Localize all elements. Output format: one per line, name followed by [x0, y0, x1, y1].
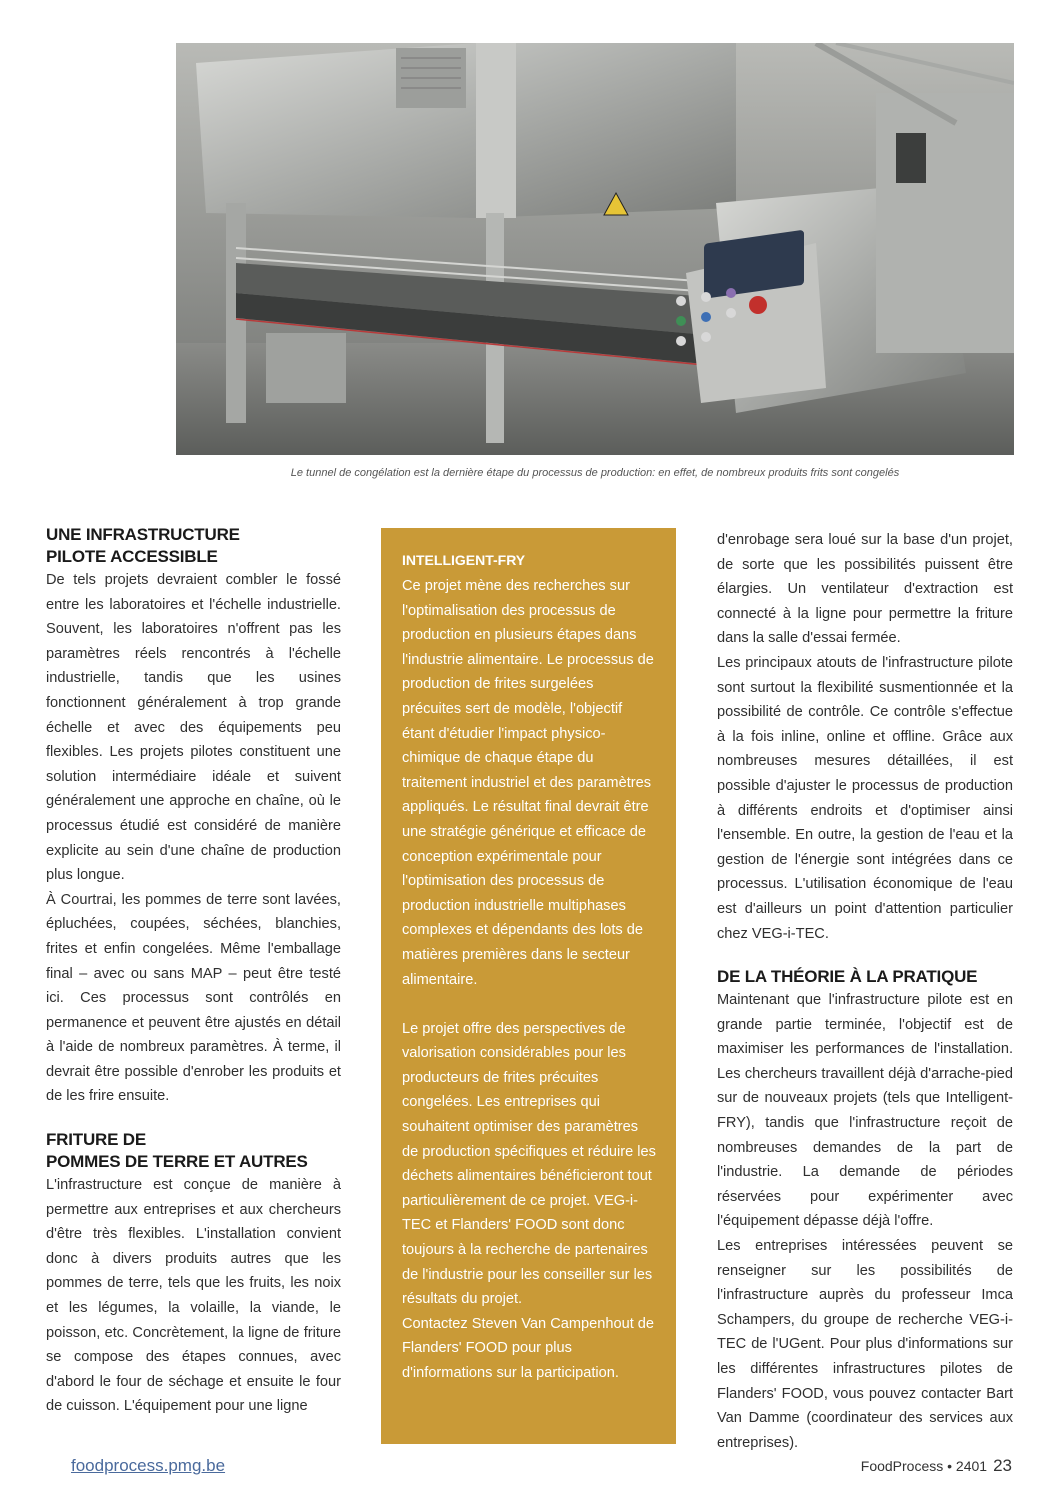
section-heading-friture: FRITURE DE POMMES DE TERRE ET AUTRES [46, 1130, 308, 1172]
left-column [46, 524, 341, 1419]
sidebar-paragraph: Le projet offre des perspectives de valorisation considérables pour les producteurs de frites précuites congelées. Les entreprises qui souhaitent optimiser des paramètres de production spécifiques et réduire les déchets alimentaires bénéficieront tout particulièrement de ce projet. VEG-i-TEC et Flanders' FOOD sont donc toujours à la recherche de partenaires de l'industrie pour les conseiller sur les résultats du projet. [402, 1020, 656, 1308]
footer-issue [861, 1456, 1012, 1476]
body-paragraph: À Courtrai, les pommes de terre sont lavées, épluchées, coupées, séchées, blanchies, frites et enfin congelées. Même l'emballage final – avec ou sans MAP – peut être testé ici. Ces processus sont contrôlés en permanence et peuvent être ajustés en détail à l'aide de nombreux paramètres. À terme, il devrait être possible d'enrober les produits et de les frire ensuite. [46, 891, 341, 1105]
footer-url-link[interactable]: foodprocess.pmg.be [71, 1456, 226, 1475]
section-heading-infrastructure: UNE INFRASTRUCTURE PILOTE ACCESSIBLE [46, 525, 240, 566]
section-heading-theorie: DE LA THÉORIE À LA PRATIQUE [717, 967, 978, 987]
page-number: 23 [993, 1456, 1012, 1475]
intelligent-fry-sidebar [381, 528, 676, 1444]
body-paragraph: L'infrastructure est conçue de manière à permettre aux entreprises et aux chercheurs d'être très flexibles. L'installation convient donc à divers produits autres que les pommes de terre, tels que les fruits, les noix et les légumes, la volaille, la viande, le poisson, etc. Concrètement, la ligne de friture se compose des étapes connues, avec d'abord le four de séchage et ensuite le four de cuisson. L'équipement pour une ligne [46, 1177, 341, 1415]
sidebar-paragraph: Ce projet mène des recherches sur l'optimalisation des processus de production en plusieurs étapes dans l'industrie alimentaire. Le processus de production de frites surgelées précuites sert de modèle, l'objectif étant d'étudier l'impact physico-chimique de chaque étape du traitement industriel et des paramètres appliqués. Le résultat final devrait être une stratégie générique et efficace de conception expérimentale pour l'optimisation des processus de production industrielle multiphases complexes et dépendants des lots de matières premières dans le secteur alimentaire. [402, 578, 654, 988]
body-paragraph: Les principaux atouts de l'infrastructure pilote sont surtout la flexibilité susmentionnée et la possibilité de contrôle. Ce contrôle s'effectue à la fois inline, online et offline. Grâce aux nombreuses mesures détaillées, il est possible d'ajuster le processus de production à différents endroits et d'optimiser ainsi l'ensemble. En outre, la gestion de l'eau et la gestion de l'énergie sont intégrées dans ce processus. L'utilisation économique de l'eau est d'ailleurs un point d'attention particulier chez VEG-i-TEC. [717, 654, 1013, 942]
photo-caption: Le tunnel de congélation est la dernière étape du processus de production: en effet, de nombreux produits frits sont congelés [290, 467, 900, 479]
right-column [717, 528, 1013, 1455]
body-paragraph: Les entreprises intéressées peuvent se renseigner sur les possibilités de l'infrastructure auprès du professeur Imca Schampers, du groupe de recherche VEG-i-TEC de l'UGent. Pour plus d'informations sur les différentes infrastructures pilotes de Flanders' FOOD, vous pouvez contacter Bart Van Damme (coordinateur des services aux entreprises). [717, 1238, 1013, 1451]
body-paragraph: d'enrobage sera loué sur la base d'un projet, de sorte que les possibilités puissent être élargies. Un ventilateur d'extraction est connecté à la ligne pour permettre la friture dans la salle d'essai fermée. [717, 532, 1013, 647]
body-paragraph: De tels projets devraient combler le fossé entre les laboratoires et l'échelle industrielle. Souvent, les laboratoires n'offrent pas les paramètres réels rencontrés à l'échelle industrielle, tandis que les usines fonctionnent généralement à trop grande échelle et avec des équipements peu flexibles. Les projets pilotes constituent une solution intermédiaire idéale et suivent généralement une approche en chaîne, où le processus étudié est considéré de manière explicite au sein d'une chaîne de production plus longue. [46, 572, 341, 884]
body-paragraph: Maintenant que l'infrastructure pilote est en grande partie terminée, l'objectif est de maximiser les performances de l'installation. Les chercheurs travaillent déjà d'arrache-pied sur de nouveaux projets (tels que Intelligent-FRY), tandis que l'infrastructure reçoit de nombreuses demandes de la part de l'industrie. La demande de périodes réservées pour expérimenter avec l'équipement dépasse déjà l'offre. [717, 992, 1013, 1230]
sidebar-title: INTELLIGENT-FRY [402, 552, 526, 568]
sidebar-paragraph: Contactez Steven Van Campenhout de Flanders' FOOD pour plus d'informations sur la participation. [402, 1315, 655, 1381]
freezing-tunnel-photo [176, 43, 1014, 455]
issue-label: FoodProcess • 2401 [860, 1458, 988, 1474]
